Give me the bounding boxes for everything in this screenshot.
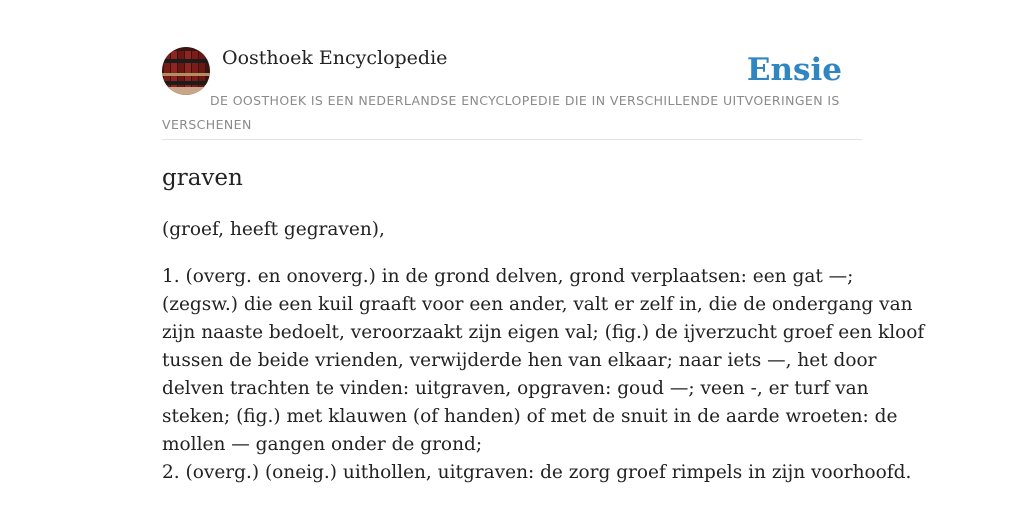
definition-line: delven trachten te vinden: uitgraven, opgraven: goud —; veen -, er turf van	[162, 378, 869, 399]
definition-line: steken; (fig.) met klauwen (of handen) of met de snuit in de aarde wroeten: de	[162, 406, 898, 427]
encyclopedia-books-icon	[162, 47, 210, 95]
avatar[interactable]	[162, 47, 210, 95]
definition-line: (zegsw.) die een kuil graaft voor een ander, valt er zelf in, die de ondergang van	[162, 294, 913, 315]
entry-headword: graven	[162, 165, 243, 191]
entry-definition	[162, 263, 925, 487]
definition-line: mollen — gangen onder de grond;	[162, 434, 483, 455]
site-title[interactable]: Oosthoek Encyclopedie	[222, 47, 448, 69]
header-divider	[162, 139, 862, 140]
definition-line: 2. (overg.) (oneig.) uithollen, uitgraven: de zorg groef rimpels in zijn voorhoofd.	[162, 462, 912, 483]
site-tagline: DE OOSTHOEK IS EEN NEDERLANDSE ENCYCLOPEDIE DIE IN VERSCHILLENDE UITVOERINGEN IS VERSCHENEN	[162, 93, 840, 132]
entry-forms: (groef, heeft gegraven),	[162, 219, 385, 240]
definition-line: tussen de beide vrienden, verwijderde hen van elkaar; naar iets —, het door	[162, 350, 877, 371]
definition-line: zijn naaste bedoelt, veroorzaakt zijn eigen val; (fig.) de ijverzucht groef een kloof	[162, 322, 925, 343]
definition-line: 1. (overg. en onoverg.) in de grond delven, grond verplaatsen: een gat —;	[162, 266, 854, 287]
brand-logo[interactable]: Ensie	[746, 52, 842, 88]
